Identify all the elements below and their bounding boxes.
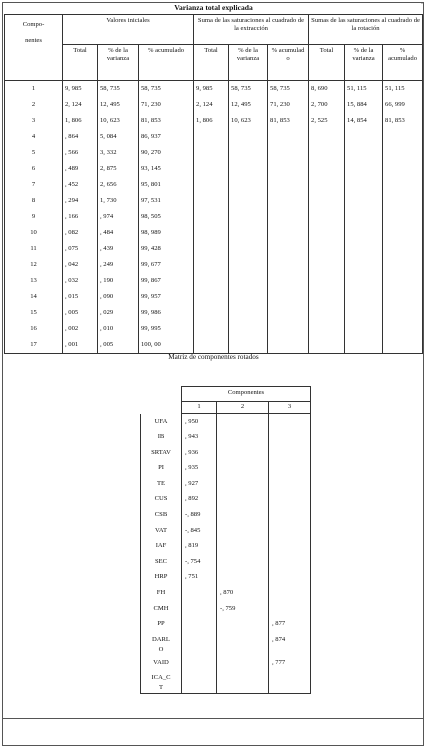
value-cell: 2, 700	[309, 97, 345, 113]
value-cell	[268, 257, 309, 273]
loading-cell	[269, 670, 311, 694]
value-cell: 51, 115	[383, 81, 423, 98]
value-cell	[268, 305, 309, 321]
table-row	[5, 289, 423, 305]
value-cell	[383, 145, 423, 161]
value-cell	[383, 161, 423, 177]
subheader: % de la varianza	[345, 45, 383, 81]
value-cell	[268, 241, 309, 257]
value-cell	[268, 209, 309, 225]
value-cell: 5, 084	[98, 129, 139, 145]
value-cell	[194, 321, 229, 337]
value-cell	[345, 273, 383, 289]
value-cell	[194, 289, 229, 305]
value-cell: 2, 875	[98, 161, 139, 177]
variable-label: CUS	[141, 491, 182, 507]
table-row	[141, 507, 311, 523]
value-cell: 98, 989	[139, 225, 194, 241]
variable-label: CMH	[141, 601, 182, 617]
component-column-header: 3	[269, 402, 311, 414]
group-header-initial: Valores iniciales	[63, 15, 194, 45]
value-cell	[268, 321, 309, 337]
table-row	[141, 670, 311, 694]
component-number: 9	[5, 209, 63, 225]
loading-cell	[269, 445, 311, 461]
value-cell: 58, 735	[229, 81, 268, 98]
loading-cell: , 874	[269, 632, 311, 655]
loading-cell	[182, 585, 217, 601]
variable-label: UFA	[141, 414, 182, 430]
table-row	[141, 414, 311, 430]
value-cell	[229, 257, 268, 273]
value-cell	[194, 305, 229, 321]
value-cell	[268, 337, 309, 354]
table-row	[5, 305, 423, 321]
value-cell	[309, 129, 345, 145]
loading-cell: , 870	[217, 585, 269, 601]
subheader: Total	[309, 45, 345, 81]
value-cell	[268, 225, 309, 241]
table-row	[141, 632, 311, 655]
value-cell: , 005	[98, 337, 139, 354]
value-cell	[268, 161, 309, 177]
loading-cell	[182, 670, 217, 694]
table-row	[141, 445, 311, 461]
value-cell: 10, 623	[98, 113, 139, 129]
value-cell	[383, 337, 423, 354]
component-number: 15	[5, 305, 63, 321]
loading-cell	[182, 616, 217, 632]
subheader: % acumulado	[139, 45, 194, 81]
table-row	[141, 616, 311, 632]
value-cell: 81, 853	[268, 113, 309, 129]
value-cell: 99, 428	[139, 241, 194, 257]
value-cell	[229, 337, 268, 354]
value-cell	[268, 193, 309, 209]
loading-cell	[182, 655, 217, 671]
value-cell	[194, 193, 229, 209]
value-cell: 99, 995	[139, 321, 194, 337]
value-cell: 2, 124	[194, 97, 229, 113]
value-cell: , 566	[63, 145, 98, 161]
loading-cell	[269, 414, 311, 430]
value-cell: 99, 986	[139, 305, 194, 321]
loading-cell: , 892	[182, 491, 217, 507]
value-cell	[345, 129, 383, 145]
loading-cell: -, 889	[182, 507, 217, 523]
value-cell: , 190	[98, 273, 139, 289]
variable-label: ICA_C T	[141, 670, 182, 694]
value-cell: 51, 115	[345, 81, 383, 98]
value-cell	[309, 289, 345, 305]
group-header-extraction: Suma de las saturaciones al cuadrado de la extracción	[194, 15, 309, 45]
table-row	[141, 601, 311, 617]
variable-label: VAT	[141, 523, 182, 539]
variable-label: IB	[141, 429, 182, 445]
value-cell: , 166	[63, 209, 98, 225]
subheader: Total	[63, 45, 98, 81]
value-cell	[383, 209, 423, 225]
value-cell: , 005	[63, 305, 98, 321]
value-cell	[345, 161, 383, 177]
variable-label: VAID	[141, 655, 182, 671]
component-column-header: 2	[217, 402, 269, 414]
value-cell	[383, 273, 423, 289]
table2-title: Matriz de componentes rotados	[168, 353, 259, 361]
component-number: 16	[5, 321, 63, 337]
value-cell: 71, 230	[139, 97, 194, 113]
loading-cell	[269, 569, 311, 585]
components-header: Compo- nentes	[5, 15, 63, 81]
value-cell	[229, 193, 268, 209]
loading-cell	[182, 632, 217, 655]
value-cell	[229, 145, 268, 161]
value-cell	[309, 225, 345, 241]
loading-cell: , 877	[269, 616, 311, 632]
value-cell: 12, 495	[229, 97, 268, 113]
loading-cell: , 819	[182, 538, 217, 554]
value-cell	[229, 129, 268, 145]
table-row	[5, 145, 423, 161]
value-cell	[345, 145, 383, 161]
value-cell	[268, 289, 309, 305]
loading-cell: , 936	[182, 445, 217, 461]
value-cell: 2, 525	[309, 113, 345, 129]
value-cell: , 001	[63, 337, 98, 354]
value-cell	[268, 273, 309, 289]
variable-label: SRTAV	[141, 445, 182, 461]
loading-cell	[217, 655, 269, 671]
value-cell: 1, 806	[63, 113, 98, 129]
table-row	[5, 193, 423, 209]
value-cell: 2, 656	[98, 177, 139, 193]
value-cell	[345, 241, 383, 257]
value-cell	[309, 145, 345, 161]
loading-cell	[269, 585, 311, 601]
value-cell	[345, 305, 383, 321]
value-cell	[194, 257, 229, 273]
value-cell	[194, 337, 229, 354]
variable-label: CSB	[141, 507, 182, 523]
loading-cell	[217, 507, 269, 523]
value-cell	[194, 177, 229, 193]
value-cell: 58, 735	[98, 81, 139, 98]
value-cell: 93, 145	[139, 161, 194, 177]
rotated-components-table	[140, 386, 311, 694]
value-cell	[194, 273, 229, 289]
value-cell	[194, 161, 229, 177]
value-cell: , 029	[98, 305, 139, 321]
component-number: 10	[5, 225, 63, 241]
loading-cell: , 943	[182, 429, 217, 445]
value-cell: 1, 806	[194, 113, 229, 129]
table-row	[5, 257, 423, 273]
value-cell: 10, 623	[229, 113, 268, 129]
corner-cell	[141, 387, 182, 402]
value-cell	[194, 209, 229, 225]
table-row	[5, 97, 423, 113]
value-cell: , 489	[63, 161, 98, 177]
component-number: 11	[5, 241, 63, 257]
value-cell	[309, 161, 345, 177]
loading-cell	[269, 491, 311, 507]
value-cell	[383, 129, 423, 145]
value-cell	[383, 305, 423, 321]
value-cell: 95, 801	[139, 177, 194, 193]
value-cell	[268, 145, 309, 161]
value-cell: 81, 853	[383, 113, 423, 129]
component-number: 4	[5, 129, 63, 145]
value-cell: , 042	[63, 257, 98, 273]
bottom-rule	[2, 718, 424, 719]
value-cell	[345, 177, 383, 193]
value-cell	[268, 129, 309, 145]
value-cell	[383, 241, 423, 257]
value-cell: 86, 937	[139, 129, 194, 145]
component-number: 2	[5, 97, 63, 113]
value-cell	[345, 209, 383, 225]
value-cell: 58, 735	[268, 81, 309, 98]
value-cell	[345, 337, 383, 354]
loading-cell	[217, 554, 269, 570]
component-number: 8	[5, 193, 63, 209]
value-cell	[345, 289, 383, 305]
loading-cell	[269, 554, 311, 570]
loading-cell: , 751	[182, 569, 217, 585]
component-number: 6	[5, 161, 63, 177]
value-cell: , 294	[63, 193, 98, 209]
component-number: 7	[5, 177, 63, 193]
loading-cell: -, 845	[182, 523, 217, 539]
loading-cell	[217, 414, 269, 430]
table-row	[5, 241, 423, 257]
loading-cell	[217, 569, 269, 585]
loading-cell	[269, 476, 311, 492]
value-cell: , 010	[98, 321, 139, 337]
value-cell: 12, 495	[98, 97, 139, 113]
loading-cell	[217, 670, 269, 694]
value-cell: , 864	[63, 129, 98, 145]
table-row	[5, 321, 423, 337]
value-cell	[345, 257, 383, 273]
componentes-header: Componentes	[182, 387, 311, 402]
value-cell	[194, 129, 229, 145]
value-cell: 14, 854	[345, 113, 383, 129]
variable-label: TE	[141, 476, 182, 492]
value-cell	[229, 241, 268, 257]
variable-label: DARL O	[141, 632, 182, 655]
value-cell: 100, 00	[139, 337, 194, 354]
loading-cell	[217, 616, 269, 632]
loading-cell	[269, 601, 311, 617]
loading-cell	[217, 445, 269, 461]
value-cell: , 439	[98, 241, 139, 257]
subheader: % acumulad o	[268, 45, 309, 81]
component-number: 12	[5, 257, 63, 273]
value-cell: , 075	[63, 241, 98, 257]
table-row	[141, 491, 311, 507]
corner-cell	[141, 402, 182, 414]
value-cell: 81, 853	[139, 113, 194, 129]
table-row	[141, 523, 311, 539]
table-row	[5, 337, 423, 354]
value-cell	[229, 209, 268, 225]
value-cell	[345, 225, 383, 241]
table-row	[5, 225, 423, 241]
loading-cell	[217, 429, 269, 445]
value-cell	[309, 209, 345, 225]
component-number: 3	[5, 113, 63, 129]
table-row	[141, 538, 311, 554]
value-cell	[383, 225, 423, 241]
component-column-header: 1	[182, 402, 217, 414]
subheader: % de la varianza	[98, 45, 139, 81]
loading-cell: , 950	[182, 414, 217, 430]
value-cell	[309, 177, 345, 193]
value-cell	[345, 193, 383, 209]
value-cell	[229, 289, 268, 305]
value-cell	[229, 321, 268, 337]
loading-cell	[217, 632, 269, 655]
variance-table	[4, 14, 423, 354]
value-cell: 9, 985	[63, 81, 98, 98]
value-cell: , 090	[98, 289, 139, 305]
loading-cell	[217, 460, 269, 476]
variable-label: IAF	[141, 538, 182, 554]
loading-cell	[269, 507, 311, 523]
value-cell	[309, 193, 345, 209]
table-row	[5, 113, 423, 129]
table-row	[5, 177, 423, 193]
table-row	[141, 554, 311, 570]
value-cell: 8, 690	[309, 81, 345, 98]
value-cell	[268, 177, 309, 193]
table-row	[5, 209, 423, 225]
variable-label: PP	[141, 616, 182, 632]
loading-cell	[269, 523, 311, 539]
value-cell: 99, 867	[139, 273, 194, 289]
table-row	[141, 655, 311, 671]
loading-cell: -, 754	[182, 554, 217, 570]
value-cell: , 082	[63, 225, 98, 241]
value-cell	[309, 273, 345, 289]
value-cell	[229, 305, 268, 321]
component-number: 5	[5, 145, 63, 161]
value-cell	[309, 241, 345, 257]
value-cell: 9, 985	[194, 81, 229, 98]
value-cell: 3, 332	[98, 145, 139, 161]
value-cell: , 249	[98, 257, 139, 273]
loading-cell	[269, 429, 311, 445]
subheader: % de la varianza	[229, 45, 268, 81]
value-cell	[229, 225, 268, 241]
component-number: 17	[5, 337, 63, 354]
value-cell	[309, 305, 345, 321]
subheader: Total	[194, 45, 229, 81]
value-cell	[194, 241, 229, 257]
table-row	[141, 585, 311, 601]
value-cell: 99, 677	[139, 257, 194, 273]
table-row	[141, 429, 311, 445]
value-cell	[383, 257, 423, 273]
variable-label: PI	[141, 460, 182, 476]
table1-title: Varianza total explicada	[174, 3, 253, 12]
table-row	[5, 273, 423, 289]
table-row	[141, 460, 311, 476]
value-cell: 66, 999	[383, 97, 423, 113]
value-cell: , 015	[63, 289, 98, 305]
loading-cell	[217, 538, 269, 554]
variable-label: HRP	[141, 569, 182, 585]
loading-cell	[217, 523, 269, 539]
value-cell	[229, 273, 268, 289]
loading-cell: -, 759	[217, 601, 269, 617]
table-row	[141, 476, 311, 492]
value-cell: , 032	[63, 273, 98, 289]
table-row	[141, 569, 311, 585]
table-row	[5, 129, 423, 145]
value-cell: , 002	[63, 321, 98, 337]
value-cell: 98, 505	[139, 209, 194, 225]
table-row	[5, 161, 423, 177]
component-number: 1	[5, 81, 63, 98]
value-cell: 71, 230	[268, 97, 309, 113]
loading-cell	[182, 601, 217, 617]
loading-cell: , 935	[182, 460, 217, 476]
value-cell	[345, 321, 383, 337]
value-cell: , 452	[63, 177, 98, 193]
value-cell	[383, 193, 423, 209]
value-cell: 15, 884	[345, 97, 383, 113]
component-number: 13	[5, 273, 63, 289]
table-row	[5, 81, 423, 98]
variable-label: SEC	[141, 554, 182, 570]
loading-cell	[269, 538, 311, 554]
value-cell: 2, 124	[63, 97, 98, 113]
group-header-rotation: Sumas de las saturaciones al cuadrado de la rotación	[309, 15, 423, 45]
value-cell: 58, 735	[139, 81, 194, 98]
value-cell	[309, 337, 345, 354]
value-cell	[383, 177, 423, 193]
value-cell: 90, 270	[139, 145, 194, 161]
value-cell	[309, 321, 345, 337]
value-cell	[229, 177, 268, 193]
loading-cell	[217, 476, 269, 492]
loading-cell: , 927	[182, 476, 217, 492]
value-cell	[383, 289, 423, 305]
value-cell	[229, 161, 268, 177]
value-cell	[309, 257, 345, 273]
value-cell: 99, 957	[139, 289, 194, 305]
value-cell	[383, 321, 423, 337]
loading-cell	[269, 460, 311, 476]
value-cell	[194, 225, 229, 241]
subheader: % acumulado	[383, 45, 423, 81]
loading-cell	[217, 491, 269, 507]
value-cell: , 974	[98, 209, 139, 225]
value-cell: 1, 730	[98, 193, 139, 209]
value-cell: 97, 531	[139, 193, 194, 209]
loading-cell: , 777	[269, 655, 311, 671]
variable-label: FH	[141, 585, 182, 601]
corner-mark: -	[421, 1, 423, 7]
value-cell	[194, 145, 229, 161]
component-number: 14	[5, 289, 63, 305]
value-cell: , 484	[98, 225, 139, 241]
